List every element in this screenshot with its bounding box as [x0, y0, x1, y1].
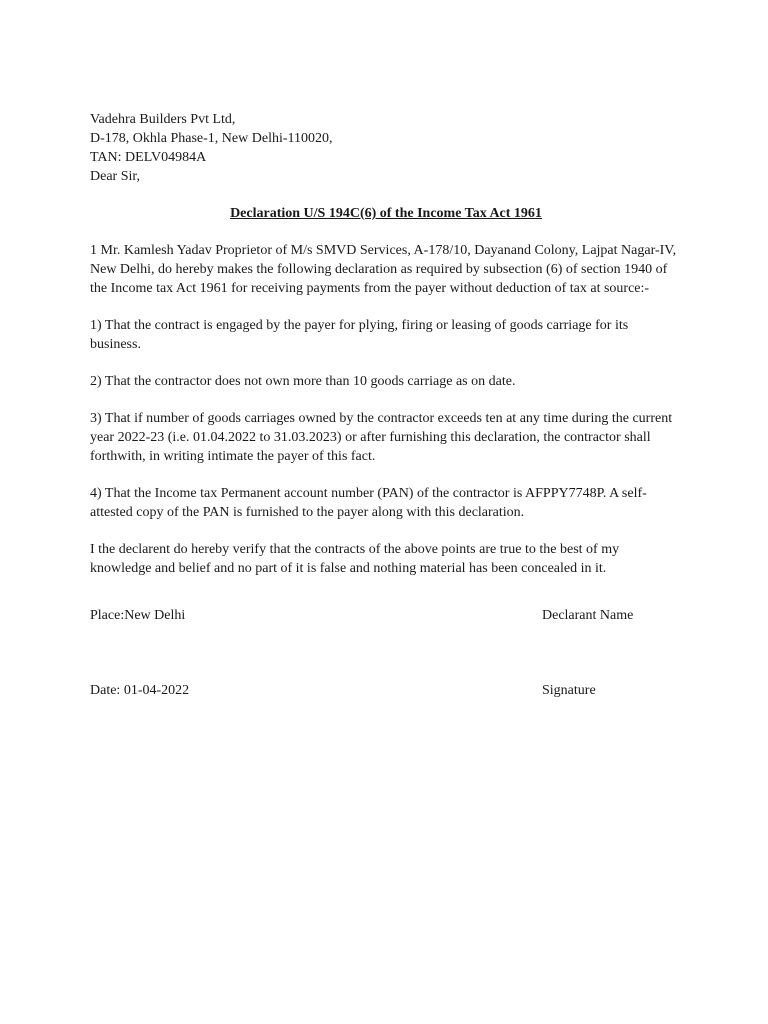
- recipient-address: [90, 110, 682, 186]
- date-row: [90, 681, 682, 700]
- signature-label: Signature: [542, 683, 596, 698]
- recipient-tan: TAN: DELV04984A: [90, 150, 207, 165]
- point-3-paragraph: 3) That if number of goods carriages owned by the contractor exceeds ten at any time during the current year 2022-23 (i.e. 01.04.2022 to 31.03.2023) or after furnishing this declaration, the contractor shall forthwith, in writing intimate the payer of this fact.: [90, 411, 673, 464]
- point-1-paragraph: 1) That the contract is engaged by the payer for plying, firing or leasing of goods carriage for its business.: [90, 318, 629, 352]
- recipient-company: Vadehra Builders Pvt Ltd,: [90, 112, 236, 127]
- declarant-name-label: Declarant Name: [542, 608, 634, 623]
- point-2-paragraph: 2) That the contractor does not own more than 10 goods carriage as on date.: [90, 374, 516, 389]
- place-row: [90, 606, 682, 625]
- declaration-title: Declaration U/S 194C(6) of the Income Tax Act 1961: [230, 206, 542, 221]
- recipient-street: D-178, Okhla Phase-1, New Delhi-110020,: [90, 131, 333, 146]
- salutation: Dear Sir,: [90, 169, 140, 184]
- point-4-paragraph: 4) That the Income tax Permanent account number (PAN) of the contractor is AFPPY7748P. A self-attested copy of the PAN is furnished to the payer along with this declaration.: [90, 486, 647, 520]
- verification-paragraph: I the declarent do hereby verify that the contracts of the above points are true to the best of my knowledge and belief and no part of it is false and nothing material has been concealed in it.: [90, 542, 620, 576]
- intro-paragraph: 1 Mr. Kamlesh Yadav Proprietor of M/s SMVD Services, A-178/10, Dayanand Colony, Lajpat Nagar-IV, New Delhi, do hereby makes the following declaration as required by subsection (6) of section 1940 of the Income tax Act 1961 for receiving payments from the payer without deduction of tax at source:-: [90, 243, 677, 296]
- document-page: [90, 110, 682, 700]
- date-label: Date: 01-04-2022: [90, 683, 190, 698]
- place-label: Place:New Delhi: [90, 608, 186, 623]
